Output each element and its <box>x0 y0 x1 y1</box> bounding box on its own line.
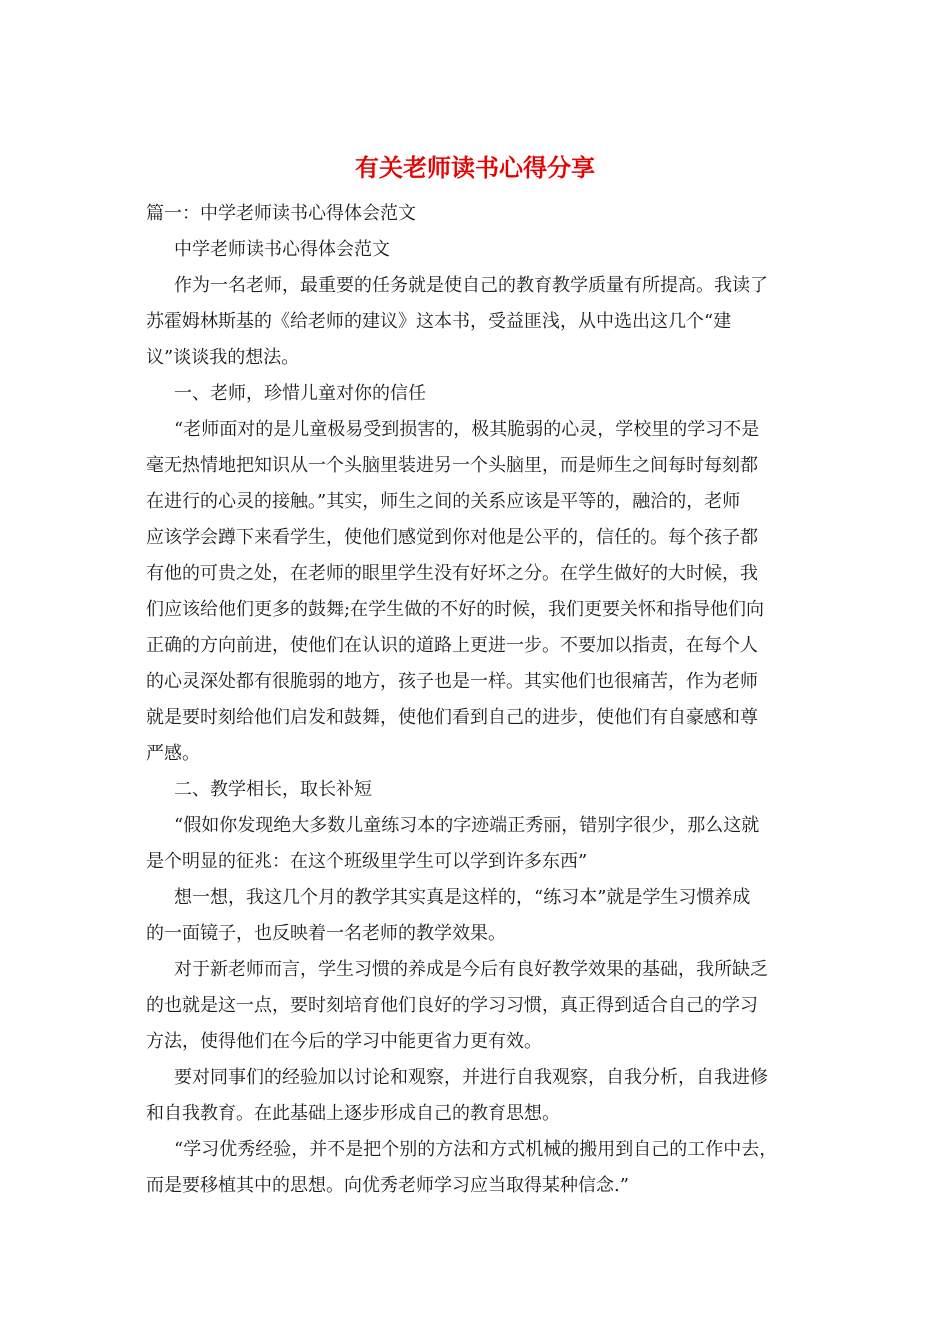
paragraph-line: 和自我教育。在此基础上逐步形成自己的教育思想。 <box>146 1103 560 1124</box>
paragraph-line: 的一面镜子，也反映着一名老师的教学效果。 <box>146 923 506 944</box>
paragraph-line: 要对同事们的经验加以讨论和观察，并进行自我观察，自我分析，自我进修 <box>174 1067 768 1088</box>
paragraph-line: 的也就是这一点，要时刻培育他们良好的学习习惯，真正得到适合自己的学习 <box>146 995 758 1016</box>
paragraph-line: “老师面对的是儿童极易受到损害的，极其脆弱的心灵，学校里的学习不是 <box>174 419 760 440</box>
paragraph-line: 在进行的心灵的接触。”其实，师生之间的关系应该是平等的，融洽的，老师 <box>146 491 741 512</box>
paragraph-line: “学习优秀经验，并不是把个别的方法和方式机械的搬用到自己的工作中去， <box>174 1139 778 1160</box>
paragraph-line: 是个明显的征兆：在这个班级里学生可以学到许多东西” <box>146 851 588 872</box>
paragraph-line: 作为一名老师，最重要的任务就是使自己的教育教学质量有所提高。我读了 <box>174 275 768 296</box>
paragraph-line: 对于新老师而言，学生习惯的养成是今后有良好教学效果的基础，我所缺乏 <box>174 959 768 980</box>
paragraph-line: 方法，使得他们在今后的学习中能更省力更有效。 <box>146 1031 542 1052</box>
paragraph-line: “假如你发现绝大多数儿童练习本的字迹端正秀丽，错别字很少，那么这就 <box>174 815 760 836</box>
section-heading-1: 篇一：中学老师读书心得体会范文 <box>146 203 416 224</box>
paragraph-line: 苏霍姆林斯基的《给老师的建议》这本书，受益匪浅，从中选出这几个“建 <box>146 311 732 332</box>
paragraph-line: 的心灵深处都有很脆弱的地方，孩子也是一样。其实他们也很痛苦，作为老师 <box>146 671 758 692</box>
paragraph-line: 们应该给他们更多的鼓舞;在学生做的不好的时候，我们更要关怀和指导他们向 <box>146 599 765 620</box>
paragraph-line: 而是要移植其中的思想。向优秀老师学习应当取得某种信念.” <box>146 1175 629 1196</box>
document-title: 有关老师读书心得分享 <box>355 153 595 182</box>
paragraph-line: 毫无热情地把知识从一个头脑里装进另一个头脑里，而是师生之间每时每刻都 <box>146 455 758 476</box>
paragraph-line: 就是要时刻给他们启发和鼓舞，使他们看到自己的进步，使他们有自豪感和尊 <box>146 707 758 728</box>
subtitle: 中学老师读书心得体会范文 <box>174 239 390 260</box>
paragraph-line: 正确的方向前进，使他们在认识的道路上更进一步。不要加以指责，在每个人 <box>146 635 758 656</box>
paragraph-line: 应该学会蹲下来看学生，使他们感觉到你对他是公平的，信任的。每个孩子都 <box>146 527 758 548</box>
paragraph-line: 有他的可贵之处，在老师的眼里学生没有好坏之分。在学生做好的大时候，我 <box>146 563 758 584</box>
paragraph-line: 想一想，我这几个月的教学其实真是这样的，“练习本”就是学生习惯养成 <box>174 887 751 908</box>
paragraph-line: 严感。 <box>146 743 200 764</box>
paragraph-line: 议”谈谈我的想法。 <box>146 347 300 368</box>
point-heading-1: 一、老师，珍惜儿童对你的信任 <box>174 383 426 404</box>
point-heading-2: 二、教学相长，取长补短 <box>174 779 372 800</box>
